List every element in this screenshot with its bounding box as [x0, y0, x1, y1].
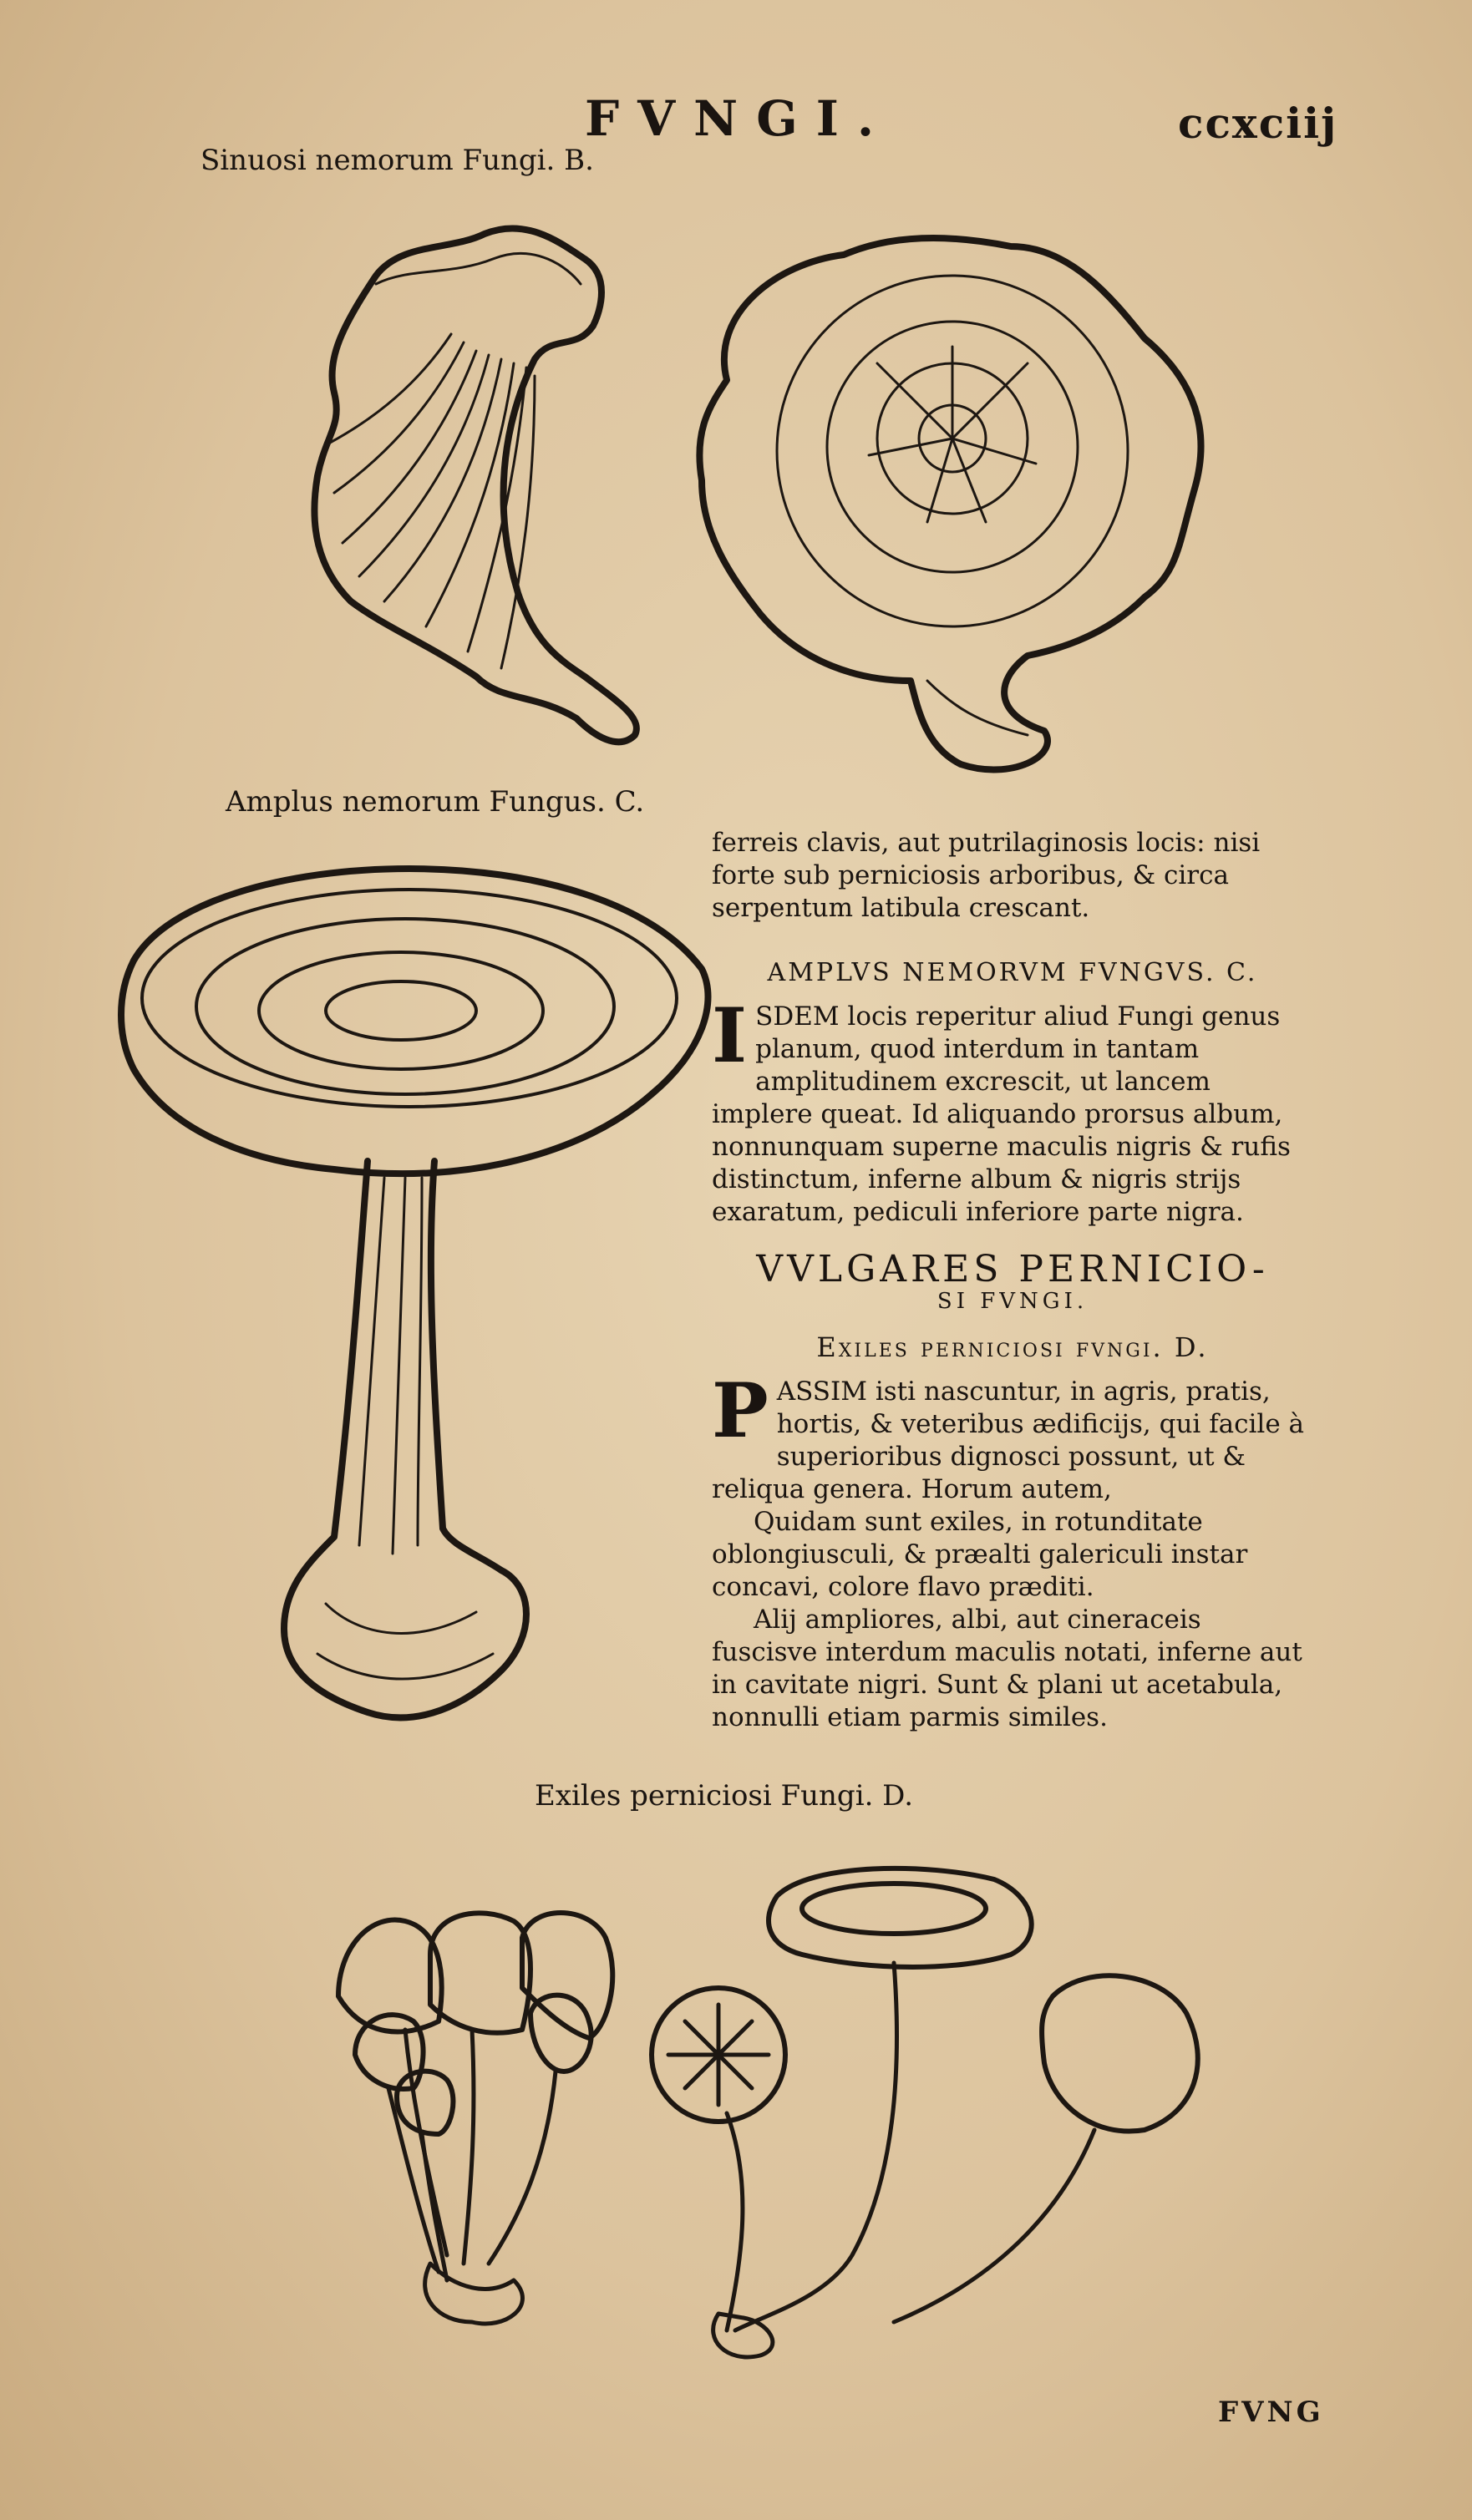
text-continuation [712, 827, 1313, 925]
caption-figure-b: Sinuosi nemorum Fungi. B. [200, 144, 594, 177]
folio-number: ccxciij [1178, 99, 1338, 148]
woodcut-sinuosi-fungus-left [284, 209, 685, 752]
caption-figure-d: Exiles perniciosi Fungi. D. [535, 1779, 914, 1813]
section-vulgares [712, 1248, 1313, 1734]
section-c-body: SDEM locis reperitur aliud Fungi genus planum, quod interdum in tantam amplitudinem excrescit, ut lancem implere queat. Id aliquando prorsus album, nonnunquam superne maculis nigris & rufis distinctum, inferne album & nigris strijs exaratum, pediculi inferiore parte nigra. [712, 1001, 1291, 1227]
woodcut-exiles-fungi-cluster [322, 1904, 631, 2339]
continuation-paragraph: ferreis clavis, aut putrilaginosis locis: nisi forte sub perniciosis arboribus, & circa serpentum latibula crescant. [712, 828, 1261, 923]
caption-figure-c: Amplus nemorum Fungus. C. [226, 785, 645, 819]
section-c-heading: AMPLVS NEMORVM FVNGVS. C. [767, 958, 1258, 987]
section-vulgares-heading: VVLGARES PERNICIO- [756, 1248, 1269, 1290]
section-c-paragraph [712, 991, 1313, 1229]
section-d-heading: Exiles perniciosi fvngi. D. [816, 1331, 1209, 1363]
woodcut-exiles-fungi-stalked [643, 1863, 1228, 2381]
section-c [712, 956, 1313, 1229]
section-d-body: ASSIM isti nascuntur, in agris, pratis, hortis, & veteribus ædificijs, qui facile à superioribus dignosci possunt, ut & reliqua genera. Horum autem, [712, 1377, 1305, 1504]
catchword: FVNG [1218, 2396, 1324, 2429]
section-d-dropcap: P [712, 1366, 769, 1455]
woodcut-amplus-fungus [117, 852, 727, 1754]
section-d-paragraph [712, 1366, 1313, 1506]
section-vulgares-subheading: SI FVNGI. [936, 1289, 1089, 1314]
section-d-paragraph-3: Alij ampliores, albi, aut cineraceis fuscisve interdum maculis notati, inferne aut in cavitate nigri. Sunt & plani ut acetabula, nonnulli etiam parmis similes. [712, 1605, 1302, 1732]
section-d-paragraph-2: Quidam sunt exiles, in rotunditate oblongiusculi, & præalti galericuli instar concavi, colore flavo præditi. [712, 1507, 1248, 1602]
section-c-dropcap: I [712, 991, 748, 1080]
running-title: FVNGI. [585, 90, 893, 147]
woodcut-sinuosi-fungus-right [677, 213, 1220, 781]
